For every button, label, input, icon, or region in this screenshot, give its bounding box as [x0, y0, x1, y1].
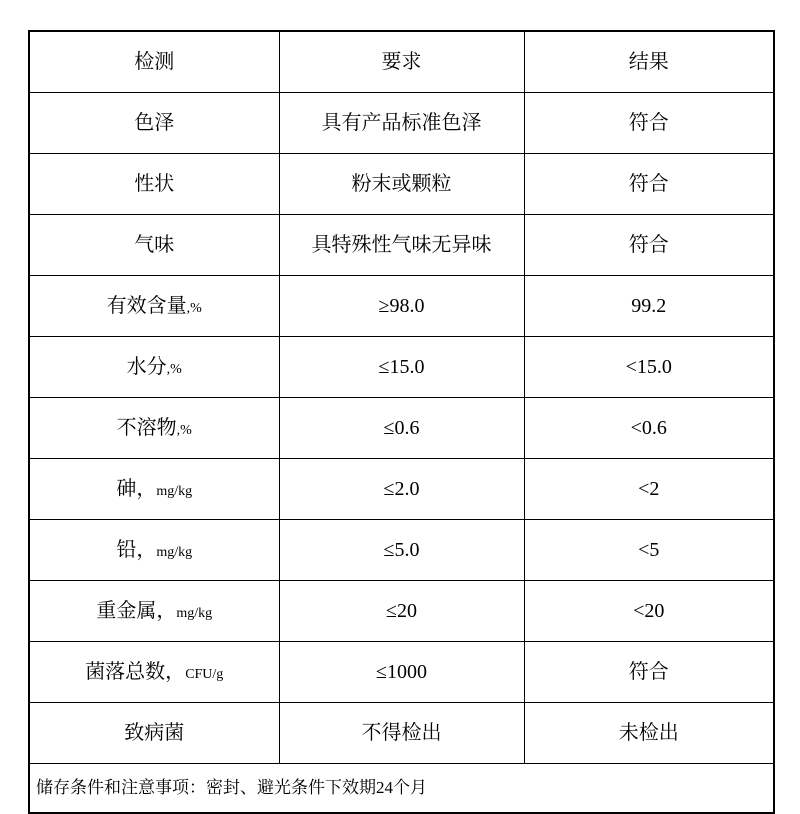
cell-item: [29, 398, 279, 459]
table-row: [29, 581, 774, 642]
item-label: 性状: [134, 172, 175, 195]
item-label: 有效含量: [106, 294, 187, 317]
column-header-result: 结果: [524, 31, 774, 93]
table-row: [29, 459, 774, 520]
item-unit: CFU/g: [185, 666, 224, 682]
cell-requirement: 不得检出: [279, 703, 524, 764]
cell-result: 99.2: [524, 276, 774, 337]
cell-requirement: ≤20: [279, 581, 524, 642]
cell-item: [29, 337, 279, 398]
cell-result: 符合: [524, 93, 774, 154]
item-label: 致病菌: [124, 721, 185, 744]
item-label: 色泽: [134, 111, 175, 134]
item-label: 铅，: [116, 538, 157, 561]
table-header-row: [29, 31, 774, 93]
cell-requirement: ≥98.0: [279, 276, 524, 337]
cell-item: [29, 520, 279, 581]
cell-requirement: ≤1000: [279, 642, 524, 703]
cell-result: 符合: [524, 154, 774, 215]
table-row: [29, 703, 774, 764]
item-unit: mg/kg: [176, 605, 213, 621]
column-header-requirement: 要求: [279, 31, 524, 93]
cell-requirement: ≤15.0: [279, 337, 524, 398]
item-label: 砷，: [116, 477, 157, 500]
cell-item: [29, 154, 279, 215]
table-row: [29, 398, 774, 459]
item-label: 水分: [126, 355, 167, 378]
item-unit: ,%: [176, 422, 192, 438]
table-row: [29, 154, 774, 215]
item-unit: ,%: [186, 300, 202, 316]
table-row: [29, 276, 774, 337]
cell-item: [29, 215, 279, 276]
item-label: 菌落总数，: [85, 660, 186, 683]
item-label: 重金属，: [96, 599, 177, 622]
cell-requirement: 具有产品标准色泽: [279, 93, 524, 154]
cell-result: <15.0: [524, 337, 774, 398]
cell-result: <2: [524, 459, 774, 520]
item-label: 气味: [134, 233, 175, 256]
storage-note-text: 储存条件和注意事项：密封、避光条件下效期24个月: [36, 778, 427, 798]
cell-requirement: 粉末或颗粒: [279, 154, 524, 215]
cell-result: 符合: [524, 215, 774, 276]
item-label: 不溶物: [116, 416, 177, 439]
cell-requirement: ≤0.6: [279, 398, 524, 459]
cell-result: 符合: [524, 642, 774, 703]
cell-item: [29, 459, 279, 520]
item-unit: mg/kg: [156, 483, 193, 499]
cell-requirement: 具特殊性气味无异味: [279, 215, 524, 276]
cell-requirement: ≤5.0: [279, 520, 524, 581]
cell-result: 未检出: [524, 703, 774, 764]
cell-item: [29, 642, 279, 703]
cell-requirement: ≤2.0: [279, 459, 524, 520]
column-header-item: 检测: [29, 31, 279, 93]
cell-item: [29, 93, 279, 154]
cell-item: [29, 703, 279, 764]
table-row: [29, 215, 774, 276]
table-row: [29, 337, 774, 398]
cell-result: <20: [524, 581, 774, 642]
table-row: [29, 642, 774, 703]
table-row: [29, 93, 774, 154]
table-row: [29, 520, 774, 581]
cell-item: [29, 581, 279, 642]
cell-result: <0.6: [524, 398, 774, 459]
storage-note: [29, 764, 774, 814]
cell-item: [29, 276, 279, 337]
item-unit: mg/kg: [156, 544, 193, 560]
cell-result: <5: [524, 520, 774, 581]
item-unit: ,%: [166, 361, 182, 377]
table-note-row: [29, 764, 774, 814]
specification-table: [28, 30, 775, 814]
